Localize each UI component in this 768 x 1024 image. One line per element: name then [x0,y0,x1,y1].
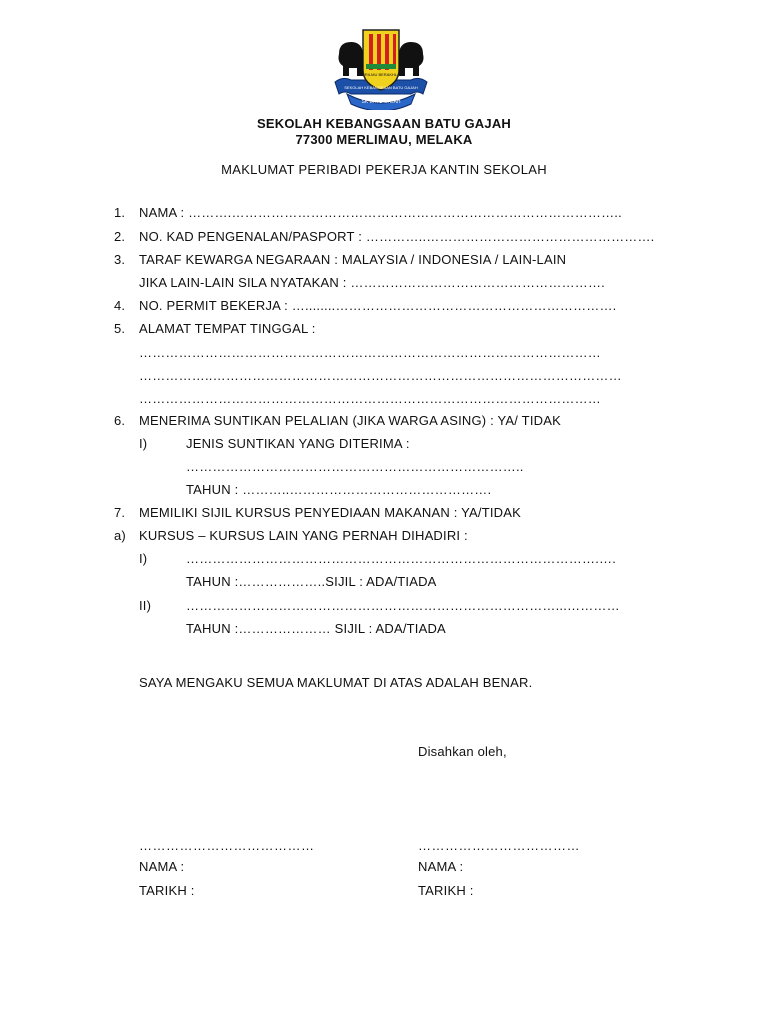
svg-text:SEKOLAH KEBANGSAAN BATU GAJAH: SEKOLAH KEBANGSAAN BATU GAJAH [344,85,418,90]
verified-by-label: Disahkan oleh, [418,744,507,759]
signature-line-left[interactable]: ………………………………… [139,838,315,853]
sub-item-number: I) [139,436,148,451]
item-letter: a) [114,528,126,543]
field-taraf-kewarganegaraan: TARAF KEWARGA NEGARAAN : MALAYSIA / INDONESIA / LAIN-LAIN [139,252,567,267]
field-kursus-1[interactable]: ………………………………………………………………………………….…. [186,551,617,566]
item-number: 1. [114,205,126,220]
item-number: 7. [114,505,126,520]
field-nama[interactable]: NAMA : ……….…………………………………………………………………………….. [139,205,622,220]
left-nama-label: NAMA : [139,859,185,874]
field-jenis-suntikan[interactable]: ………………………………………………………………….. [186,459,524,474]
field-suntikan: MENERIMA SUNTIKAN PELALIAN (JIKA WARGA ASING) : YA/ TIDAK [139,413,561,428]
field-alamat-line[interactable]: …………………………………………………………………………………………… [139,391,601,406]
field-kursus-lain-label: KURSUS – KURSUS LAIN YANG PERNAH DIHADIRI : [139,528,468,543]
field-kad-pengenalan[interactable]: NO. KAD PENGENALAN/PASPORT : …………..……………………………………………. [139,229,655,244]
school-name: SEKOLAH KEBANGSAAN BATU GAJAH [256,116,511,131]
field-lain-lain[interactable]: JIKA LAIN-LAIN SILA NYATAKAN : …………………………………………………. [139,275,605,290]
left-tarikh-label: TARIKH : [139,883,195,898]
field-kursus-2-tahun[interactable]: TAHUN :………………… SIJIL : ADA/TIADA [186,621,446,636]
field-tahun-suntikan[interactable]: TAHUN : ………..………………………………………. [186,482,492,497]
item-number: 6. [114,413,126,428]
item-number: 2. [114,229,126,244]
school-crest-logo [333,24,429,110]
svg-text:SK BATU GAJAH: SK BATU GAJAH [361,99,401,105]
field-sijil-kursus: MEMILIKI SIJIL KURSUS PENYEDIAAN MAKANAN : YA/TIDAK [139,505,521,520]
svg-text:BERILMU BERAKHLAK: BERILMU BERAKHLAK [359,72,403,77]
field-alamat-label: ALAMAT TEMPAT TINGGAL : [139,321,316,336]
right-nama-label: NAMA : [418,859,464,874]
signature-line-right[interactable]: ……………………………… [418,838,580,853]
sub-item-number: I) [139,551,148,566]
field-permit-bekerja[interactable]: NO. PERMIT BEKERJA : …........………………………………………………………. [139,298,617,313]
form-title: MAKLUMAT PERIBADI PEKERJA KANTIN SEKOLAH [221,162,547,177]
item-number: 3. [114,252,126,267]
field-alamat-line[interactable]: ……………..………………………………………………………………………………… [139,368,622,383]
field-jenis-suntikan-label: JENIS SUNTIKAN YANG DITERIMA : [186,436,410,451]
school-address: 77300 MERLIMAU, MELAKA [295,132,473,147]
field-kursus-2[interactable]: …………………………………………………………………………...………… [186,598,620,613]
declaration-text: SAYA MENGAKU SEMUA MAKLUMAT DI ATAS ADALAH BENAR. [139,675,533,690]
field-kursus-1-tahun[interactable]: TAHUN :………………..SIJIL : ADA/TIADA [186,574,437,589]
item-number: 5. [114,321,126,336]
item-number: 4. [114,298,126,313]
right-tarikh-label: TARIKH : [418,883,474,898]
sub-item-number: II) [139,598,152,613]
field-alamat-line[interactable]: …………………………………………………………………………………………… [139,345,601,360]
